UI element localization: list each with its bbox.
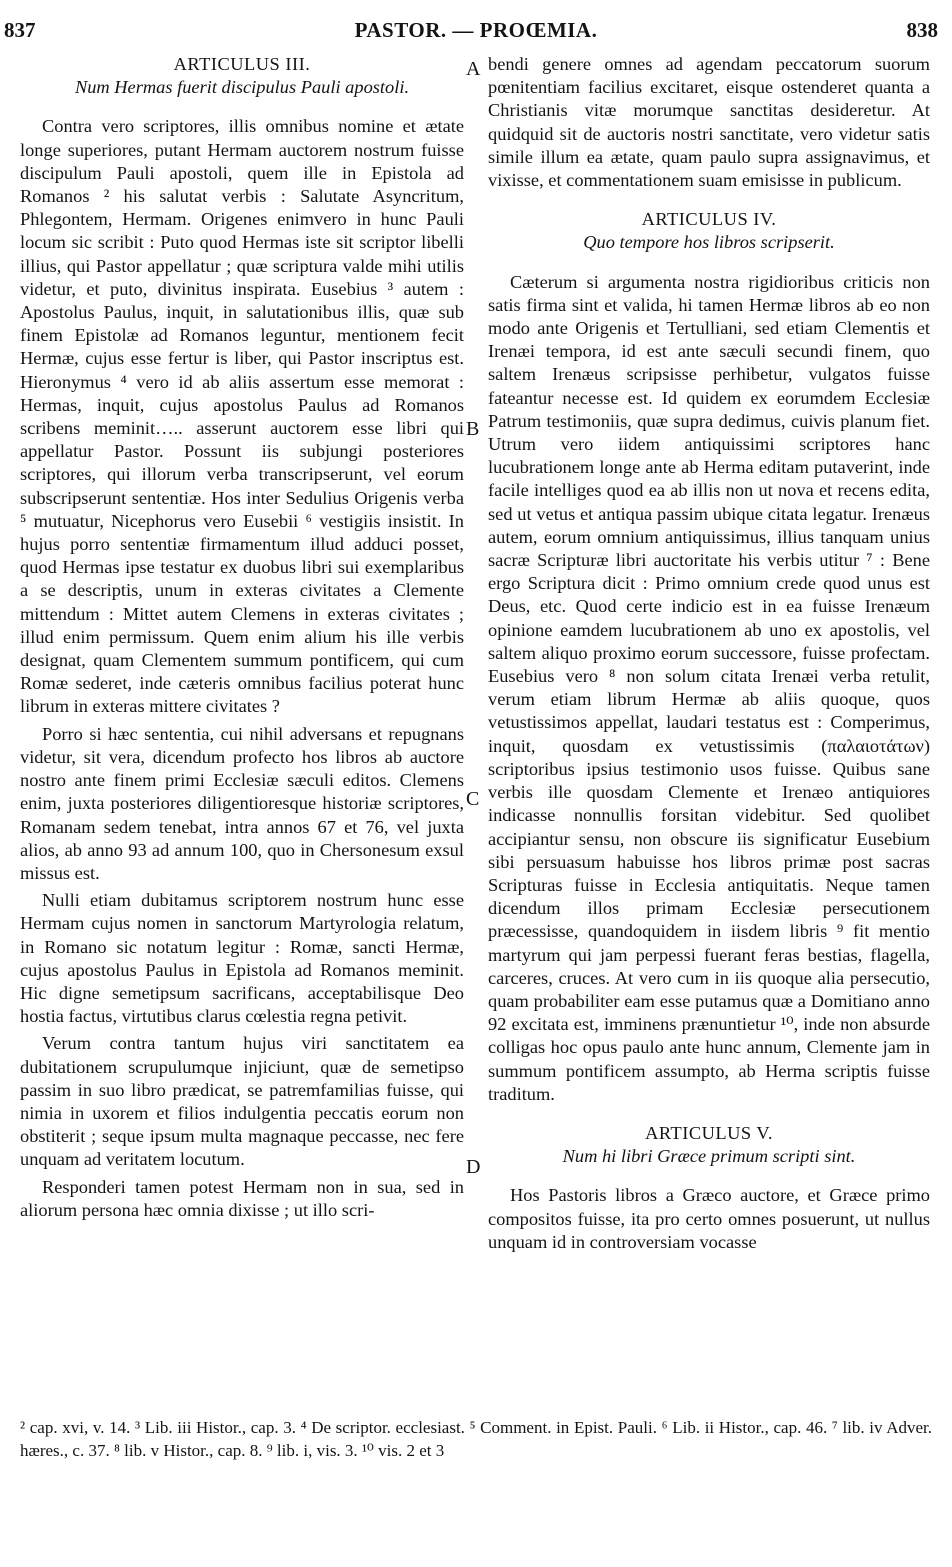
paragraph: Verum contra tantum hujus viri sanctitatem ea dubitationem scrupulumque injiciunt, quæ de semetipso passim in suo libro prædicat, se patremfamilias fuisse, qui nimia in uxorem et filios indulgentia peccatis eorum non obstiterit ; seque ipsum multa magnaque peccasse, nec fere unquam ad veritatem locutum. xyxy=(20,1033,464,1170)
left-column xyxy=(20,53,464,1222)
footnote: ⁷ lib. iv Adver. hæres., c. 37. xyxy=(20,1418,932,1460)
article-heading: ARTICULUS III. xyxy=(173,54,311,74)
paragraph: Porro si hæc sententia, cui nihil adversans et repugnans videtur, sit vera, dicendum profecto hos libros ab auctore nostro ante finem primi Ecclesiæ sæculi editos. Clemens enim, juxta posteriores diligentioresque historiæ scriptores, Romanam sedem tenebat, intra annos 67 et 76, vel juxta alios, ab anno 93 ad annum 100, quo in Chersonesum exsul missus est. xyxy=(20,723,464,883)
article-subheading: Num hi libri Græce primum scripti sint. xyxy=(562,1146,856,1167)
article-subheading: Num Hermas fuerit discipulus Pauli apostoli. xyxy=(74,77,410,98)
footnote: ² cap. xvi, v. 14. xyxy=(20,1418,131,1437)
footnote: ³ Lib. iii Histor., cap. 3. xyxy=(135,1418,296,1437)
footnote: ⁹ lib. i, vis. 3. xyxy=(266,1441,358,1460)
footnote: ⁵ Comment. in Epist. Pauli. xyxy=(469,1418,657,1437)
article-subheading: Quo tempore hos libros scripserit. xyxy=(583,232,835,253)
footnote: ⁸ lib. v Histor., cap. 8. xyxy=(113,1441,263,1460)
paragraph: Hos Pastoris libros a Græco auctore, et Græce primo compositos fuisse, ita pro certo omnes posuerunt, ut nullus unquam id in controversiam vocasse xyxy=(488,1185,930,1252)
margin-marker-d: D xyxy=(466,1156,481,1178)
footnotes xyxy=(20,1416,932,1462)
margin-marker-c: C xyxy=(466,788,480,810)
running-title: PASTOR. — PROŒMIA. xyxy=(354,18,598,42)
paragraph: Contra vero scriptores, illis omnibus nomine et ætate longe superiores, putant Hermam auctorem nostrum fuisse discipulum Pauli apostoli, quem ille in Epistola ad Romanos ² his salutat verbis : Salutate Asyncritum, Phlegontem, Hermam. Origenes enimvero in hunc Pauli locum sic scribit : Puto quod Hermas iste sit scriptor libelli illius, qui Pastor appellatur ; quæ scriptura valde mihi utilis videtur, et puto, divinitus inspirata. Eusebius ³ autem : Apostolus Paulus, inquit, in salutationibus illis, quæ sub finem Epistolæ ad Romanos leguntur, mentionem fecit Hermæ, cujus esse fertur is liber, qui Pastor inscriptus est. Hieronymus ⁴ vero id ab aliis assertum esse memorat : Hermas, inquit, cujus apostolus Paulus ad Romanos scribens meminit….. asserunt auctorem esse libri qui appellatur Pastor. Possunt iis subjungi posteriores scriptores, qui illorum verba transcripserunt, vel eorum subscripserunt sententiæ. Hos inter Sedulius Origenis verba ⁵ mutuatur, Nicephorus vero Eusebii ⁶ vestigiis insistit. In hujus porro sententiæ firmamentum illud adduci posset, quod Hermas ipse testatur ex duobus libri sui exemplaribus a se descriptis, unum in exteras civitates a Clemente mittendum : Mittet autem Clemens in exteras civitates ; illud enim permissum. Quem enim alium his ille verbis designat, quam Clementem summum pontificem, qui cum Romæ sederet, inde cæteris omnibus facilius poterat hunc librum in exteras mittere civitates ? xyxy=(20,116,464,717)
right-column xyxy=(488,53,930,1254)
margin-marker-b: B xyxy=(466,418,480,440)
paragraph: Cæterum si argumenta nostra rigidioribus criticis non satis firma sint et valida, hi tamen Hermæ libros ab eo non modo ante Origenis et Tertulliani, sed etiam Clementis et Irenæi tempora, id est ante sæculi secundi finem, quo saltem Irenæus scripsisse perhibetur, vulgatos fuisse fateantur necesse est. Id quidem ex eorumdem Ecclesiæ Patrum testimoniis, quæ supra dedimus, cuivis planum fiet. Utrum vero iidem antiquissimi scriptores hanc lucubrationem longe ante ab Herma editam putaverint, inde facile intelliges quod ea ab illis non ut nova et recens edita, sed ut vetus et antiqua passim ubique citata legatur. Irenæus autem, eorum omnium antiquissimus, illius tanquam unius sacræ Scripturæ libri auctoritate his verbis utitur ⁷ : Bene ergo Scriptura dicit : Primo omnium crede quod unus est Deus, etc. Quod certe indicio est in ea fuisse Irenæum opinione eamdem lucubrationem ab uno ex apostolis, vel saltem aliquo proximo eorum successore, fuisse profectam. Eusebius vero ⁸ non solum citata Irenæi verba retulit, verum etiam librum Hermæ ab aliis quoque, quos vetustissimos appellat, laudari testatus est : Comperimus, inquit, quosdam ex vetustissimis (παλαιοτάτων) scriptoribus ipsius testimonio usos fuisse. Quibus sane verbis ille quosdam Clemente et Irenæo antiquiores indicasse nonnullis forsitan videbitur. Sed quolibet accipiantur sensu, non obscure iis significatur Eusebium sibi persuasum habuisse hos libros primæ post sacras Scripturas fuisse in Ecclesia antiquitatis. Neque tamen dicendum illos primam Ecclesiæ persecutionem præcessisse, quandoquidem in iisdem libris ⁹ fit mentio martyrum qui jam perpessi fuerant feras bestias, flagella, carceres, cruces. At vero cum in iis quoque alia persecutio, quam probabiliter eam esse putamus quæ a Domitiano anno 92 excitata est, imminens prænuntietur ¹⁰, inde non absurde colligas hoc opus paulo ante hunc annum, Clemente jam in summum pontificem assumpto, ab Herma scriptis fuisse traditum. xyxy=(488,271,930,1104)
paragraph: Responderi tamen potest Hermam non in sua, sed in aliorum persona hæc omnia dixisse ; ut illo scri- xyxy=(20,1176,464,1220)
margin-marker-a: A xyxy=(466,58,481,80)
article-heading: ARTICULUS IV. xyxy=(641,209,777,230)
left-page-number: 837 xyxy=(4,18,36,42)
article-heading: ARTICULUS V. xyxy=(645,1122,773,1143)
footnote: ⁴ De scriptor. ecclesiast. xyxy=(300,1418,465,1437)
right-page-number: 838 xyxy=(906,18,938,42)
paragraph: Nulli etiam dubitamus scriptorem nostrum hunc esse Hermam cujus nomen in sanctorum Martyrologia relatum, in Romano sic notatum legitur : Romæ, sancti Hermæ, cujus apostolus Paulus in Epistola ad Romanos meminit. Hic digne semetipsum sacrificans, acceptabilisque Deo hostia factus, virtutibus clarus cœlestia regna petivit. xyxy=(20,890,464,1027)
carryover-paragraph: bendi genere omnes ad agendam peccatorum suorum pœnitentiam facilius excitaret, eisque ostenderet quanta a Christianis vitæ morumque sanctitas desideretur. At quidquid sit de auctoris nostri sanctitate, vero videtur satis simile illum ea ætate, quam paulo supra assignavimus, et vixisse, et commentationem suam emisisse in publicum. xyxy=(488,54,930,191)
footnote: ¹⁰ vis. 2 et 3 xyxy=(361,1441,445,1460)
footnote: ⁶ Lib. ii Histor., cap. 46. xyxy=(661,1418,828,1437)
